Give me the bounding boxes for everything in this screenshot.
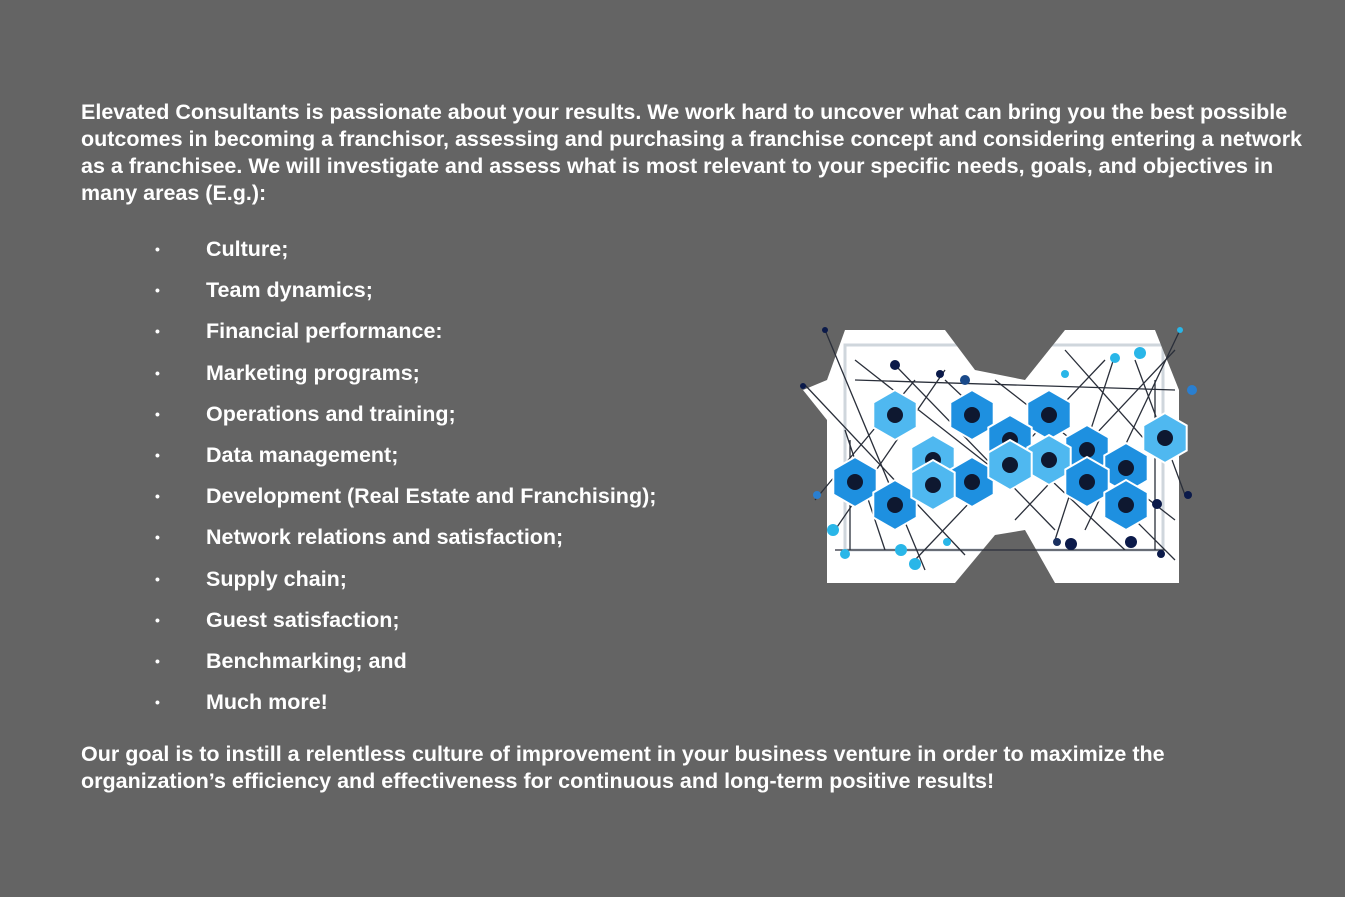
network-node: [800, 383, 806, 389]
bullet: •: [155, 364, 160, 381]
network-node: [1152, 499, 1162, 509]
network-node: [1125, 536, 1137, 548]
bullet: •: [155, 488, 160, 505]
network-node: [1053, 538, 1061, 546]
network-node: [960, 375, 970, 385]
list-item-label: Guest satisfaction;: [206, 607, 400, 632]
network-node: [813, 491, 821, 499]
bullet: •: [155, 652, 160, 669]
network-node: [895, 544, 907, 556]
network-node: [822, 327, 828, 333]
closing-paragraph: Our goal is to instill a relentless culture of improvement in your business venture in order to maximize the organization’s efficiency and effectiveness for continuous and long-term positive results!: [81, 742, 1165, 793]
network-node: [1065, 538, 1077, 550]
business-network-illustration: [795, 320, 1210, 590]
list-item-label: Development (Real Estate and Franchising);: [206, 484, 657, 509]
list-item-label: Supply chain;: [206, 566, 347, 591]
bullet: •: [155, 282, 160, 299]
hexagon-glyph: [1118, 460, 1134, 476]
hexagon-glyph: [1118, 497, 1134, 513]
network-node: [1187, 385, 1197, 395]
network-node: [890, 360, 900, 370]
bullet: •: [155, 529, 160, 546]
network-node: [827, 524, 839, 536]
hexagon-glyph: [1041, 452, 1057, 468]
hexagon-glyph: [1002, 457, 1018, 473]
list-item-label: Financial performance:: [206, 319, 443, 344]
network-node: [1110, 353, 1120, 363]
intro-paragraph: Elevated Consultants is passionate about your results. We work hard to uncover what can bring you the best possible outcomes in becoming a franchisor, assessing and purchasing a franchise concept and considering entering a network as a franchisee. We will investigate and assess what is most relevant to your specific needs, goals, and objectives in many areas (E.g.):: [81, 100, 1303, 205]
list-item-label: Team dynamics;: [206, 278, 373, 303]
hexagon-glyph: [887, 407, 903, 423]
hexagon-glyph: [1079, 442, 1095, 458]
network-node: [1061, 370, 1069, 378]
network-node: [840, 549, 850, 559]
list-item-label: Network relations and satisfaction;: [206, 525, 564, 550]
list-item-label: Operations and training;: [206, 401, 456, 426]
list-item-label: Data management;: [206, 442, 399, 467]
hexagon-glyph: [1041, 407, 1057, 423]
hexagon-glyph: [1079, 474, 1095, 490]
network-node: [909, 558, 921, 570]
network-node: [936, 370, 944, 378]
bullet: •: [155, 611, 160, 628]
list-item-label: Much more!: [206, 690, 328, 715]
hexagon-glyph: [925, 477, 941, 493]
bullet: •: [155, 446, 160, 463]
network-node: [1157, 550, 1165, 558]
bullet: •: [155, 323, 160, 340]
hexagon-glyph: [1157, 430, 1173, 446]
network-node: [1134, 347, 1146, 359]
list-item-label: Benchmarking; and: [206, 648, 407, 673]
hexagon-glyph: [847, 474, 863, 490]
hexagon-glyph: [964, 474, 980, 490]
network-node: [1184, 491, 1192, 499]
network-node: [943, 538, 951, 546]
list-item-label: Culture;: [206, 237, 289, 261]
list-item-label: Marketing programs;: [206, 360, 420, 385]
bullet: •: [155, 694, 160, 711]
network-node: [1177, 327, 1183, 333]
bullet: •: [155, 241, 160, 257]
bullet: •: [155, 405, 160, 422]
hexagon-glyph: [887, 497, 903, 513]
bullet: •: [155, 570, 160, 587]
hexagon-glyph: [964, 407, 980, 423]
network-graphic: [795, 320, 1210, 590]
